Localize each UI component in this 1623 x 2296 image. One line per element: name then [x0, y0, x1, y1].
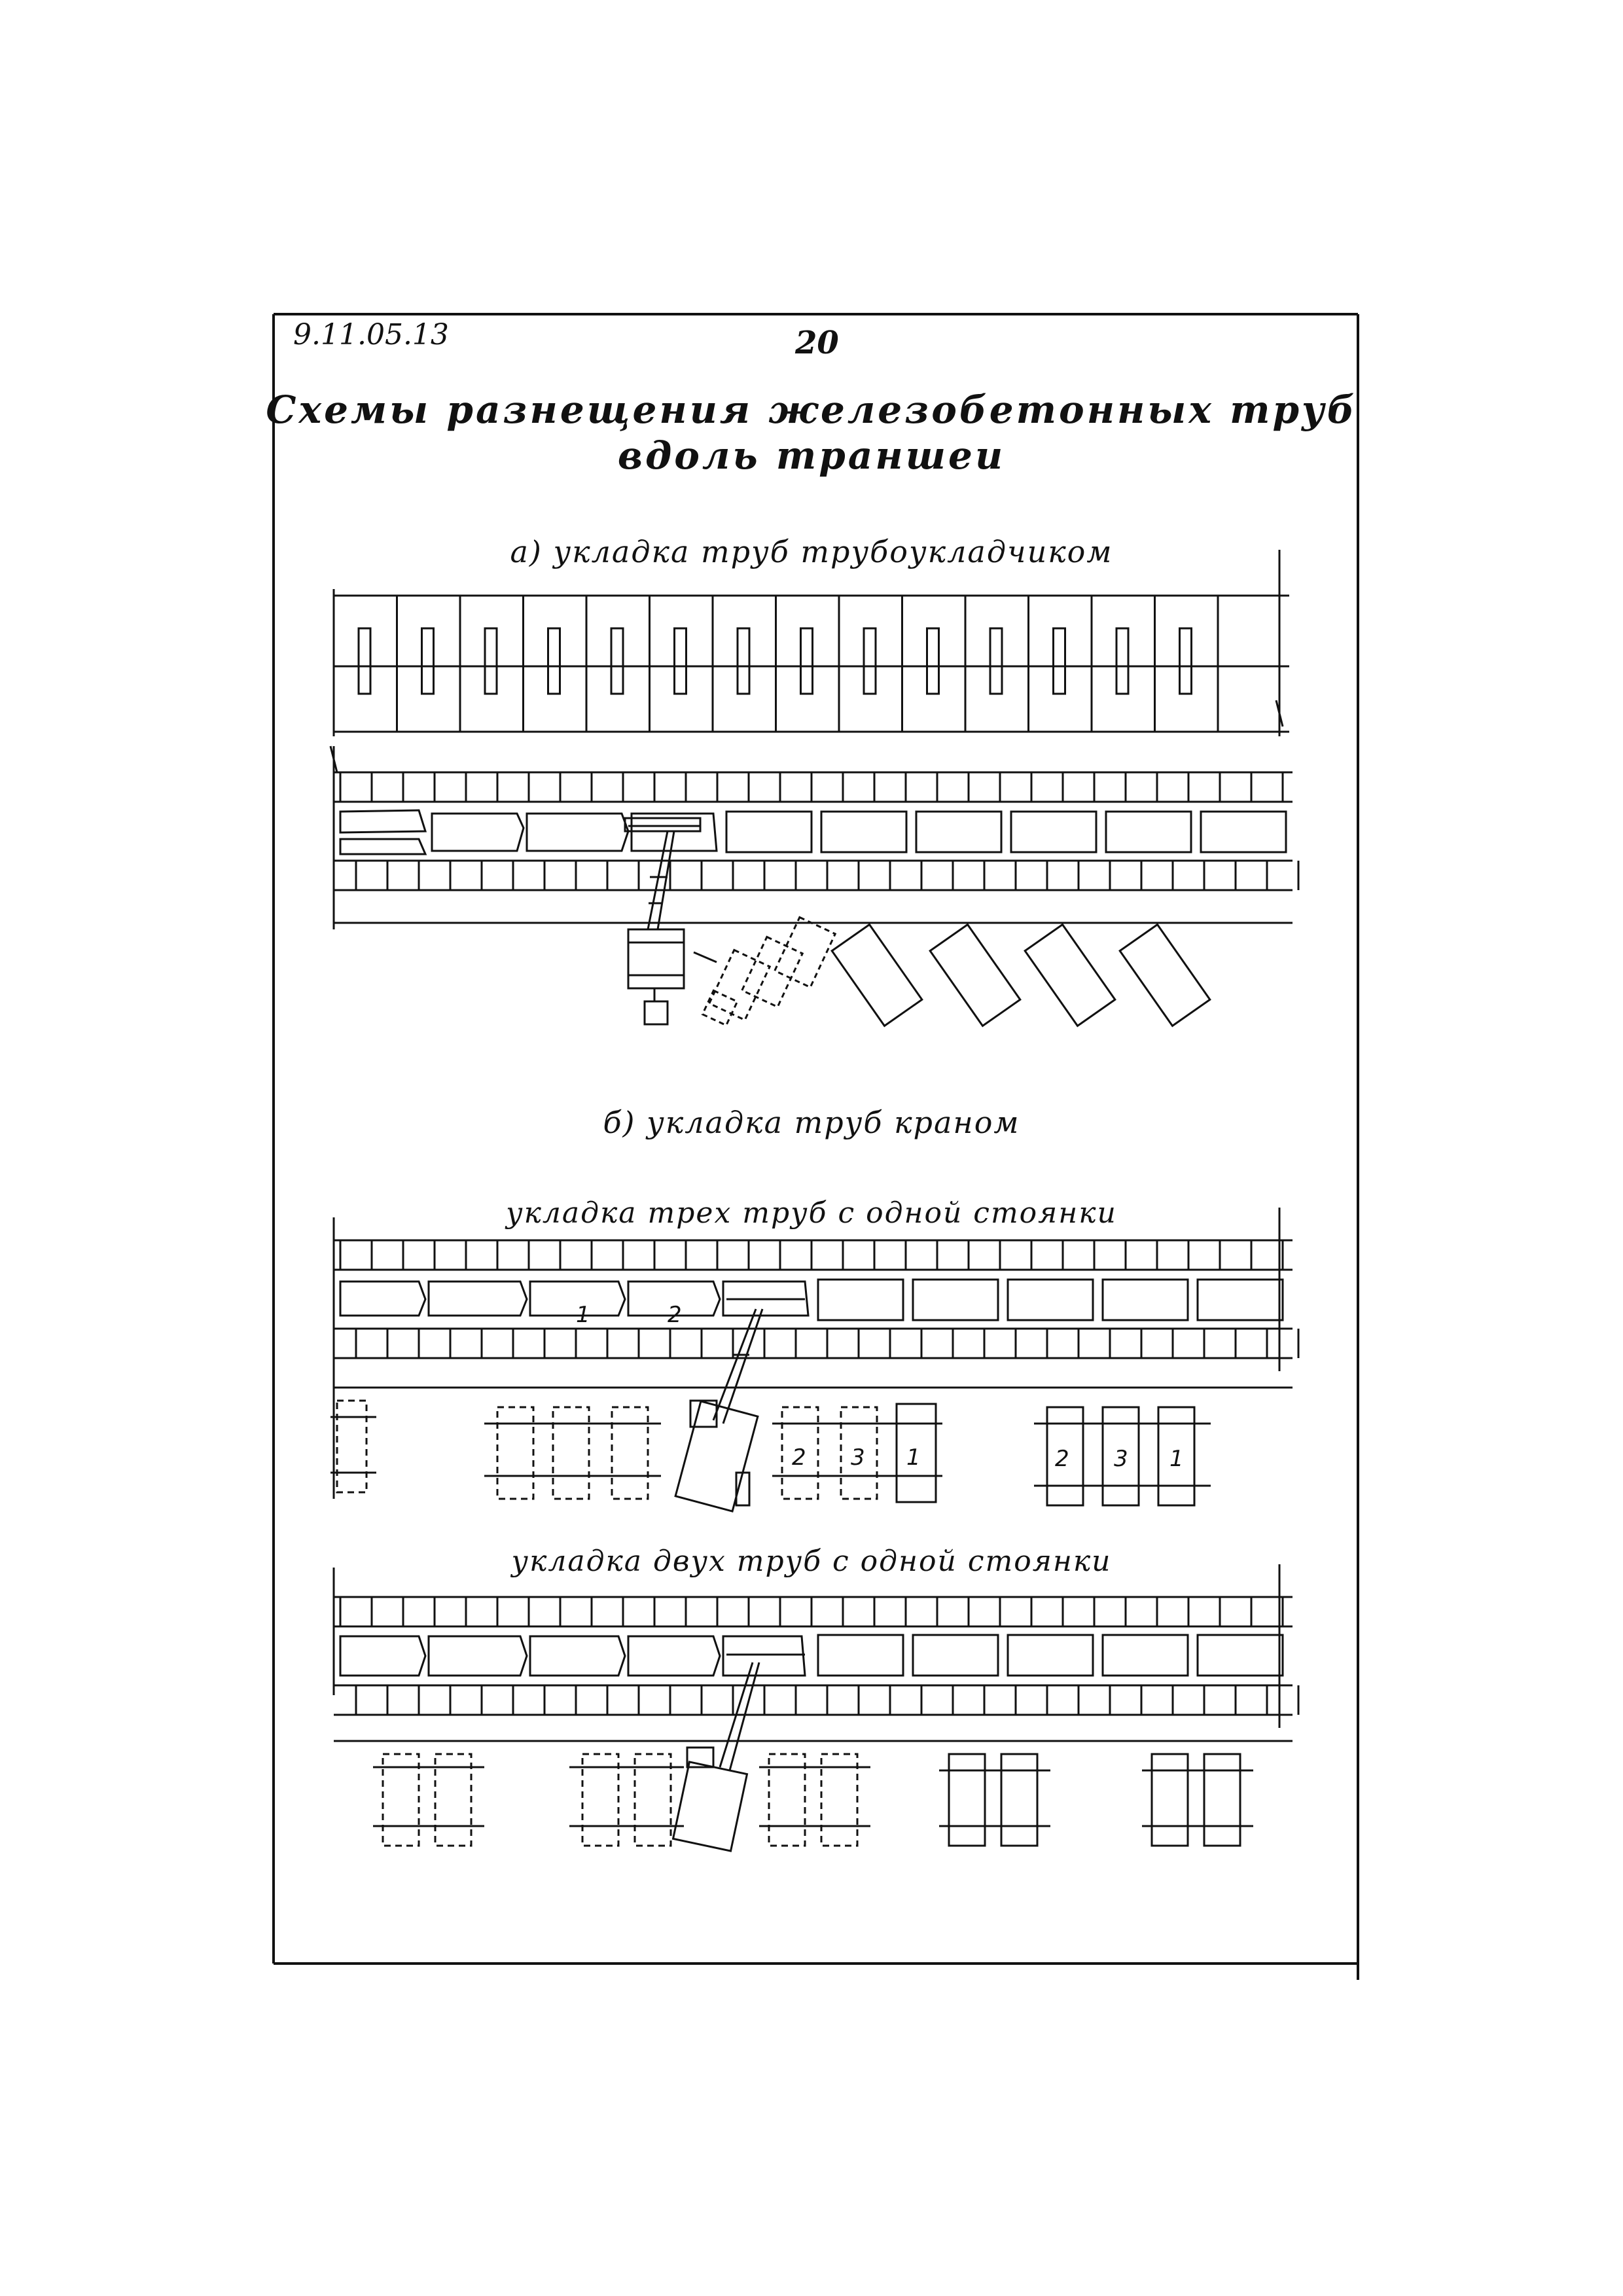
pipe-stacks-b2-solid	[373, 1754, 1253, 1846]
stored-pipe	[548, 628, 560, 694]
stored-pipe	[738, 628, 749, 694]
title-line-1: Схемы разнещения железобетонных труб	[266, 387, 1357, 432]
stored-pipe	[927, 628, 939, 694]
pipe-number: 2	[792, 1444, 806, 1471]
stored-pipe	[864, 628, 876, 694]
scheme-a	[330, 550, 1298, 1026]
stored-pipe	[422, 628, 434, 694]
section-b-caption: б) укладка труб краном	[603, 1105, 1020, 1140]
diagonal-pipes-a	[832, 925, 1210, 1026]
empty-pipe-slot	[916, 812, 1001, 852]
page-number: 20	[795, 325, 839, 361]
empty-pipe-slot	[913, 1635, 998, 1676]
staged-pipe	[1120, 925, 1210, 1026]
pipe-number: 1	[906, 1444, 921, 1471]
pipelayer-ghost-positions	[702, 918, 835, 1026]
empty-pipe-slot	[1008, 1280, 1093, 1320]
stored-pipe	[675, 628, 687, 694]
empty-pipe-slot	[1106, 812, 1191, 852]
empty-pipe-slot	[1103, 1635, 1188, 1676]
empty-pipe-slot	[1103, 1280, 1188, 1320]
stored-pipe	[611, 628, 623, 694]
laid-pipes-b2	[340, 1636, 805, 1676]
staged-pipe	[930, 925, 1020, 1026]
trench-a	[334, 746, 1293, 929]
empty-pipe-slot	[818, 1280, 903, 1320]
empty-pipe-slot	[726, 812, 812, 852]
pipe-number: 2	[1055, 1446, 1069, 1472]
empty-pipe-slot	[1198, 1280, 1283, 1320]
scheme-two-pipes-caption: укладка двух труб с одной стоянки	[511, 1545, 1112, 1578]
empty-pipe-slot	[913, 1280, 998, 1320]
stored-pipe	[1116, 628, 1128, 694]
document-code: 9.11.05.13	[293, 318, 449, 351]
empty-pipe-slot	[821, 812, 906, 852]
title-line-2: вдоль траншеи	[617, 433, 1006, 478]
stored-pipe	[1180, 628, 1192, 694]
pipe-number: 3	[851, 1444, 865, 1471]
empty-pipe-slot	[1201, 812, 1286, 852]
stored-pipe	[801, 628, 813, 694]
pipe-number: 2	[668, 1302, 682, 1328]
scheme-b-two-pipes	[334, 1564, 1298, 1851]
section-a-caption: а) укладка труб трубоукладчиком	[510, 534, 1113, 569]
empty-pipe-slot	[818, 1635, 903, 1676]
stored-pipe	[1054, 628, 1065, 694]
empty-pipe-slot	[1008, 1635, 1093, 1676]
pipe-stacks-b1-solid	[330, 1404, 1211, 1505]
pipe-number: 3	[1114, 1446, 1128, 1472]
empty-pipe-slot	[1198, 1635, 1283, 1676]
pipelayer-machine	[625, 818, 717, 1024]
empty-pipe-slot	[1011, 812, 1096, 852]
stored-pipe	[990, 628, 1002, 694]
crane-b1	[675, 1299, 805, 1511]
crane-b2	[673, 1655, 805, 1851]
scheme-b-three-pipes	[330, 1208, 1298, 1511]
pipe-number: 1	[1169, 1446, 1184, 1472]
scheme-three-pipes-caption: укладка трех труб с одной стоянки	[506, 1196, 1117, 1230]
page-frame	[274, 314, 1358, 1980]
stored-pipe	[359, 628, 370, 694]
stored-pipe	[485, 628, 497, 694]
pipe-number: 1	[576, 1302, 590, 1328]
staged-pipe	[832, 925, 922, 1026]
staged-pipe	[1025, 925, 1115, 1026]
